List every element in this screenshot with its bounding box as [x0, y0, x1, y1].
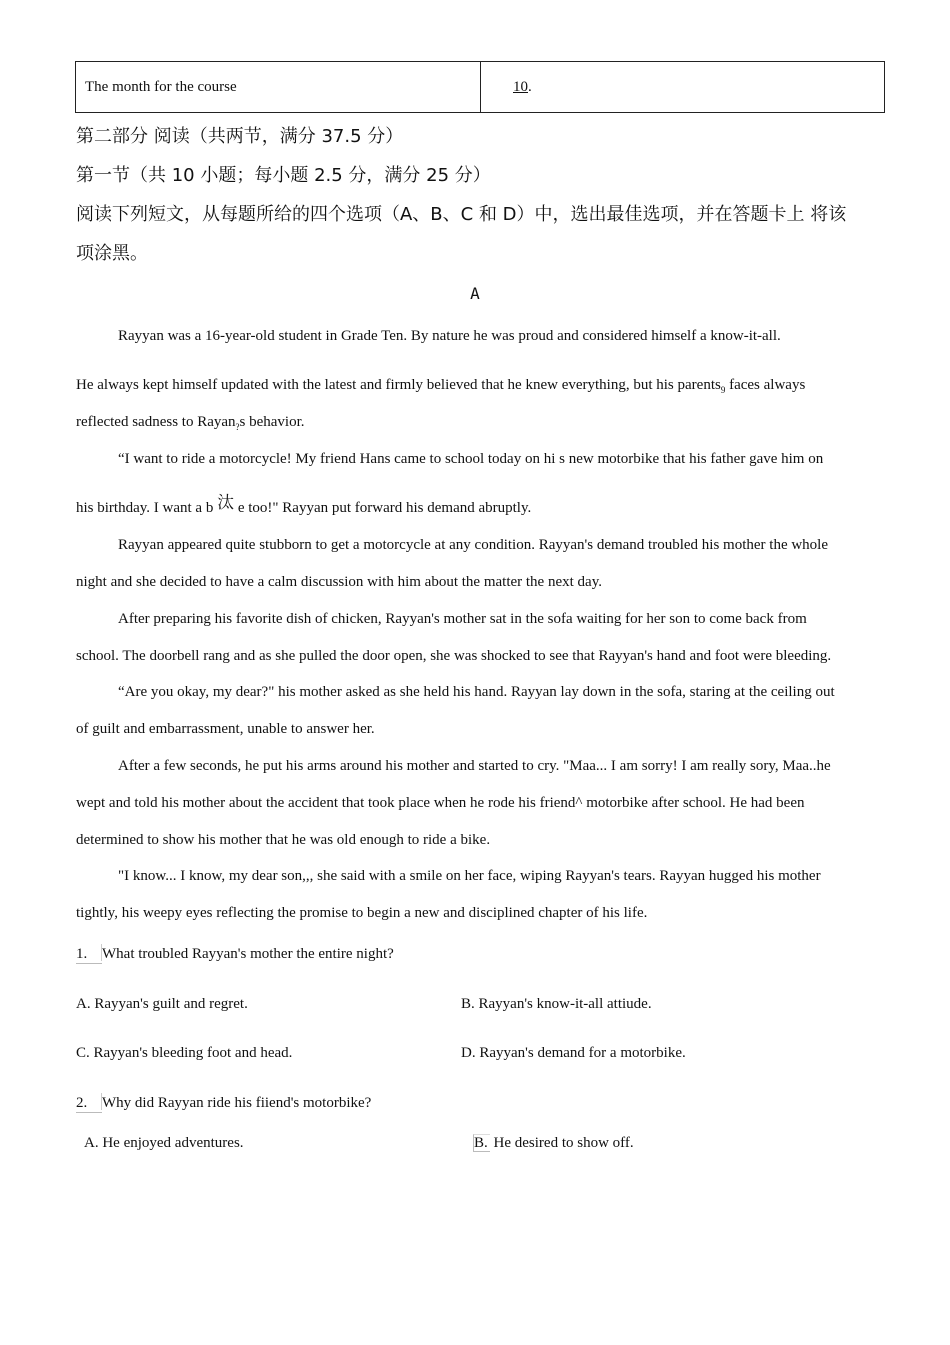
- his-tail: s new motorbike that his father gave him on: [559, 451, 824, 467]
- passage-line-3: [76, 414, 305, 432]
- passage-line-9: school. The doorbell rang and as she pulled the door open, she was shocked to see that Rayyan's hand and foot were bleeding.: [76, 648, 832, 664]
- table-blank-cell: [481, 62, 884, 112]
- question-2-option-b-letter: B.: [474, 1135, 488, 1151]
- parents-mark: 9: [720, 385, 726, 395]
- passage-line-2: [76, 377, 805, 395]
- blank-number: 10: [513, 78, 528, 95]
- passage-line-5: [76, 492, 531, 517]
- passage-title: A: [470, 284, 480, 303]
- question-2-option-b[interactable]: [473, 1135, 634, 1152]
- info-table-row: [75, 61, 885, 113]
- passage-line-1: Rayyan was a 16-year-old student in Grade Ten. By nature he was proud and considered himself a know-it-all.: [118, 328, 781, 344]
- table-label-cell: [76, 62, 481, 112]
- passage-line-5-text: his birthday. I want a b: [76, 500, 214, 516]
- rayan-mark: ?: [235, 422, 240, 432]
- sub-heading: 第一节（共 10 小题；每小题 2.5 分，满分 25 分）: [76, 165, 491, 186]
- part-heading: 第二部分 阅读（共两节，满分 37.5 分）: [76, 126, 404, 147]
- question-1: [76, 946, 394, 964]
- question-1-option-b[interactable]: B. Rayyan's know-it-all attiude.: [461, 996, 652, 1012]
- passage-line-6: Rayyan appeared quite stubborn to get a motorcycle at any condition. Rayyan's demand troubled his mother the whole: [118, 537, 829, 553]
- passage-line-10: “Are you okay, my dear?" his mother asked as she held his hand. Rayyan lay down in the sofa, staring at the ceiling out: [118, 684, 835, 700]
- instruction-line-2: 项涂黑。: [76, 243, 148, 264]
- parents-tail: faces always: [725, 377, 806, 393]
- passage-line-13: wept and told his mother about the accident that took place when he rode his friend^ motorbike after school. He had been: [76, 795, 805, 811]
- question-1-text: What troubled Rayyan's mother the entire night?: [102, 946, 394, 962]
- passage-line-14: determined to show his mother that he was old enough to ride a bike.: [76, 832, 491, 848]
- passage-line-16: tightly, his weepy eyes reflecting the promise to begin a new and disciplined chapter of his life.: [76, 905, 648, 921]
- passage-line-12: After a few seconds, he put his arms around his mother and started to cry. "Maa... I am sorry! I am really sory, Maa..he: [118, 758, 831, 774]
- passage-line-11: of guilt and embarrassment, unable to answer her.: [76, 721, 375, 737]
- passage-line-4-text: “I want to ride a motorcycle! My friend Hans came to school today on hi: [118, 451, 556, 467]
- table-row-label: The month for the course: [85, 78, 237, 95]
- question-2-number: 2.: [76, 1095, 102, 1113]
- question-2-option-a[interactable]: A. He enjoyed adventures.: [84, 1135, 244, 1151]
- bike-tail: e too!" Rayyan put forward his demand abruptly.: [237, 500, 532, 516]
- blank-suffix: .: [528, 78, 532, 95]
- question-1-option-a[interactable]: A. Rayyan's guilt and regret.: [76, 996, 248, 1012]
- question-2-option-b-text: He desired to show off.: [489, 1135, 634, 1151]
- question-1-option-c[interactable]: C. Rayyan's bleeding foot and head.: [76, 1045, 293, 1061]
- question-2-text: Why did Rayyan ride his fiiend's motorbike?: [102, 1095, 372, 1111]
- passage-line-15: "I know... I know, my dear son,,, she said with a smile on her face, wiping Rayyan's tears. Rayyan hugged his mother: [118, 868, 821, 884]
- rayan-tail: s behavior.: [239, 414, 305, 430]
- question-2: [76, 1095, 371, 1113]
- instruction-line-1: 阅读下列短文，从每题所给的四个选项（A、B、C 和 D）中，选出最佳选项，并在答题卡上 将该: [76, 204, 847, 225]
- passage-line-2-text: He always kept himself updated with the latest and firmly believed that he knew everything, but his parents: [76, 377, 721, 393]
- question-1-option-d[interactable]: D. Rayyan's demand for a motorbike.: [461, 1045, 686, 1061]
- question-1-number: 1.: [76, 946, 102, 964]
- passage-line-3-text: reflected sadness to Rayan: [76, 414, 236, 430]
- passage-line-4: [118, 451, 823, 468]
- passage-line-7: night and she decided to have a calm discussion with him about the matter the next day.: [76, 574, 602, 590]
- odd-glyph: 汰: [217, 493, 235, 513]
- passage-line-8: After preparing his favorite dish of chicken, Rayyan's mother sat in the sofa waiting for her son to come back from: [118, 611, 807, 627]
